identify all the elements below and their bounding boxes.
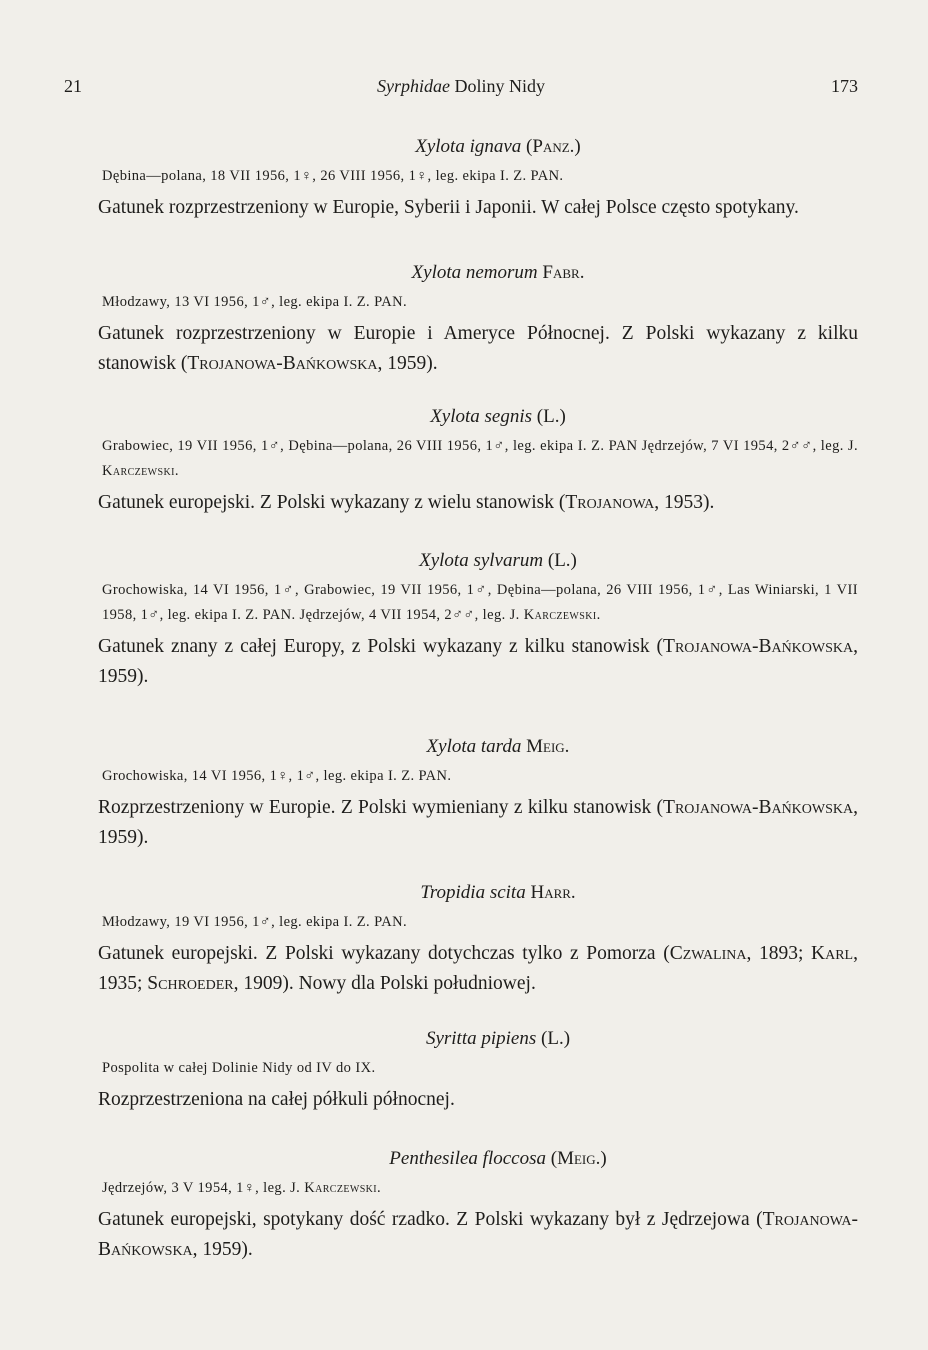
species-description — [98, 939, 858, 999]
text-part: , 1959). — [377, 353, 438, 374]
specimen-record — [102, 434, 858, 484]
specimen-record: Grochowiska, 14 VI 1956, 1♀, 1♂, leg. ekipa I. Z. PAN. — [102, 768, 452, 784]
specimen-record — [102, 1176, 858, 1201]
running-title-rest: Doliny Nidy — [449, 76, 545, 96]
species-heading — [138, 736, 858, 758]
collector-name: Karczewski — [523, 607, 597, 623]
species-description — [98, 319, 858, 379]
species-heading — [138, 882, 858, 904]
left-page-number: 21 — [64, 76, 82, 96]
running-header — [64, 76, 858, 102]
record-part: . — [174, 463, 179, 479]
species-name: Xylota nemorum — [411, 262, 538, 283]
species-author: (L.) — [547, 550, 577, 571]
text-part: Gatunek znany z całej Europy, z Polski wykazany z kilku stanowisk ( — [98, 636, 664, 657]
species-author: Meig. — [526, 736, 570, 757]
collector-name: Karczewski — [304, 1180, 378, 1196]
text-part: , 1959). — [98, 636, 858, 687]
record-part: Grabowiec, 19 VII 1956, 1♂, Dębina—polana, 26 VIII 1956, 1♂, leg. ekipa I. Z. PAN Jędrzejów, 7 VI 1954, 2♂♂, leg. J. — [102, 438, 858, 454]
species-heading — [138, 1028, 858, 1050]
entry-tropidia-scita — [98, 882, 858, 999]
entry-xylota-tarda — [98, 736, 858, 853]
species-heading — [138, 136, 858, 158]
species-name: Tropidia scita — [420, 882, 526, 903]
text-part: Rozprzestrzeniony w Europie. Z Polski wymieniany z kilku stanowisk ( — [98, 797, 664, 818]
species-name: Xylota segnis — [430, 406, 533, 427]
text-part: , 1953). — [654, 492, 715, 513]
species-name: Syritta pipiens — [425, 1028, 537, 1049]
species-description: Rozprzestrzeniona na całej półkuli północnej. — [98, 1089, 455, 1110]
species-author: (L.) — [536, 406, 566, 427]
species-description — [98, 793, 858, 853]
text-part: , 1893; — [746, 943, 812, 964]
entry-penthesilea-floccosa — [98, 1148, 858, 1265]
species-author: (Panz.) — [526, 136, 581, 157]
running-title — [64, 76, 858, 97]
species-name: Xylota sylvarum — [419, 550, 544, 571]
species-author: Fabr. — [542, 262, 585, 283]
species-author: (Meig.) — [550, 1148, 607, 1169]
cited-author: Karl — [811, 943, 854, 964]
species-description: Gatunek rozprzestrzeniony w Europie, Syberii i Japonii. W całej Polsce często spotykany. — [98, 197, 799, 218]
cited-author: Trojanowa-Bańkowska — [98, 1209, 858, 1260]
entry-xylota-nemorum — [98, 262, 858, 379]
species-description — [98, 488, 858, 518]
entry-xylota-sylvarum — [98, 550, 858, 692]
specimen-record — [102, 578, 858, 628]
specimen-record: Młodzawy, 19 VI 1956, 1♂, leg. ekipa I. Z. PAN. — [102, 914, 408, 930]
cited-author: Trojanowa-Bańkowska — [663, 636, 854, 657]
specimen-record: Dębina—polana, 18 VII 1956, 1♀, 26 VIII 1956, 1♀, leg. ekipa I. Z. PAN. — [102, 168, 564, 184]
text-part: Gatunek rozprzestrzeniony w Europie i Ameryce Północnej. Z Polski wykazany z kilku stanowisk ( — [98, 323, 858, 374]
cited-author: Trojanowa-Bańkowska — [663, 797, 854, 818]
text-part: , 1959). — [192, 1239, 253, 1260]
cited-author: Trojanowa — [565, 492, 655, 513]
species-heading — [138, 1148, 858, 1170]
cited-author: Trojanowa-Bańkowska — [187, 353, 378, 374]
species-description — [98, 1205, 858, 1265]
cited-author: Czwalina — [669, 943, 747, 964]
record-part: Grochowiska, 14 VI 1956, 1♂, Grabowiec, 19 VII 1956, 1♂, Dębina—polana, 26 VIII 1956, 1♂, Las Winiarski, 1 VII 1958, 1♂, leg. ekipa I. Z. PAN. Jędrzejów, 4 VII 1954, 2♂♂, leg. J. — [102, 582, 858, 623]
text-part: , 1959). — [98, 797, 858, 848]
text-part: Gatunek europejski, spotykany dość rzadko. Z Polski wykazany był z Jędrzejowa ( — [98, 1209, 763, 1230]
species-name: Xylota ignava — [415, 136, 522, 157]
running-title-family: Syrphidae — [377, 76, 450, 96]
text-part: Gatunek europejski. Z Polski wykazany dotychczas tylko z Pomorza ( — [98, 943, 670, 964]
entry-xylota-segnis — [98, 406, 858, 518]
record-part: . — [377, 1180, 382, 1196]
entry-syritta-pipiens — [98, 1028, 858, 1115]
record-part: Jędrzejów, 3 V 1954, 1♀, leg. J. — [102, 1180, 305, 1196]
species-name: Xylota tarda — [426, 736, 522, 757]
species-author: (L.) — [541, 1028, 571, 1049]
entry-xylota-ignava — [98, 136, 858, 223]
species-heading — [138, 406, 858, 428]
species-description — [98, 632, 858, 692]
species-author: Harr. — [530, 882, 576, 903]
species-name: Penthesilea floccosa — [389, 1148, 546, 1169]
specimen-record: Młodzawy, 13 VI 1956, 1♂, leg. ekipa I. Z. PAN. — [102, 294, 408, 310]
cited-author: Schroeder — [147, 973, 234, 994]
right-page-number: 173 — [831, 76, 858, 96]
text-part: Gatunek europejski. Z Polski wykazany z wielu stanowisk ( — [98, 492, 566, 513]
text-part: , 1909). Nowy dla Polski południowej. — [233, 973, 536, 994]
specimen-record: Pospolita w całej Dolinie Nidy od IV do IX. — [102, 1060, 376, 1076]
species-heading — [138, 262, 858, 284]
collector-name: Karczewski — [102, 463, 175, 479]
text-part: , 1935; — [98, 943, 858, 994]
species-heading — [138, 550, 858, 572]
record-part: . — [596, 607, 601, 623]
